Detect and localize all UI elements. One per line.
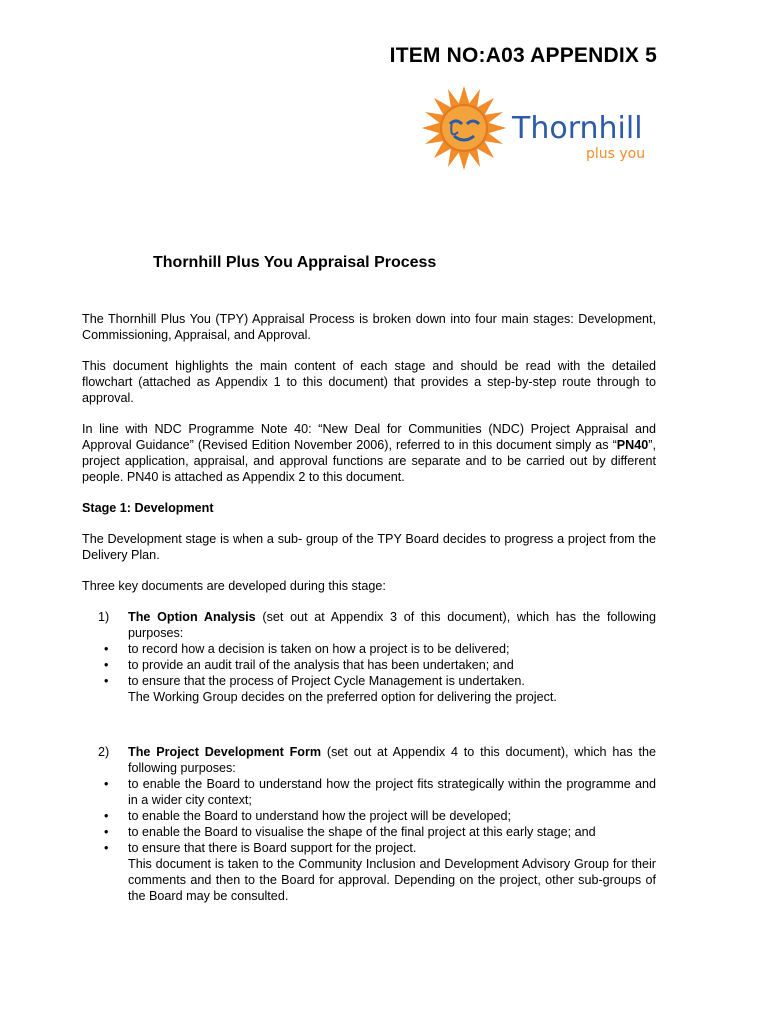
list-item [104,657,656,673]
bullet-text: to enable the Board to understand how the project will be developed; [128,809,511,823]
stage-1-heading: Stage 1: Development [82,501,214,515]
item-lead [128,744,656,776]
intro-paragraph-2: This document highlights the main content of each stage and should be read with the detailed flowchart (attached as Appendix 1 to this document) that provides a step-by-step route through to approval. [82,359,656,405]
list-item [104,641,656,657]
bullet-icon: • [104,809,109,823]
list-item [104,776,656,808]
stage-1-paragraph-2: Three key documents are developed during this stage: [82,579,386,593]
bullet-text: to enable the Board to visualise the shape of the final project at this early stage; and [128,825,596,839]
pn40-text-before: In line with NDC Programme Note 40: “New Deal for Communities (NDC) Project Appraisal and Approval Guidance” (Revised Edition November 2006), referred to in this document simply as “ [82,422,656,452]
document-title: Thornhill Plus You Appraisal Process [153,254,437,271]
numbered-item-2 [82,744,656,776]
bullet-icon: • [104,825,109,839]
item-title: The Project Development Form [128,745,322,759]
pn40-bold: PN40 [616,438,649,452]
item-number: 2) [98,745,110,759]
bullet-icon: • [104,658,109,672]
intro-paragraph-1: The Thornhill Plus You (TPY) Appraisal Process is broken down into four main stages: Development, Commissioning, Appraisal, and Approval. [82,312,656,342]
logo-tagline: plus you [586,146,646,162]
list-item [104,840,656,856]
item-1-note: The Working Group decides on the preferred option for delivering the project. [128,690,557,704]
list-item [104,808,656,824]
sun-icon [422,86,506,170]
bullet-text: to ensure that the process of Project Cycle Management is undertaken. [128,674,525,688]
bullet-icon: • [104,642,109,656]
item-rest: (set out at Appendix 3 of this document), which has the following purposes: [128,610,656,640]
logo-wordmark: Thornhill [512,111,643,146]
item-number: 1) [98,610,110,624]
bullet-icon: • [104,777,109,791]
bullet-icon: • [104,841,109,855]
list-item [104,824,656,840]
item-lead [128,609,656,641]
thornhill-logo [420,86,662,172]
bullet-text: to enable the Board to understand how the project fits strategically within the programme and in a wider city context; [128,777,656,807]
item-number-heading: ITEM NO:A03 APPENDIX 5 [389,44,657,67]
item-rest: (set out at Appendix 4 to this document), which has the following purposes: [128,745,656,775]
pn40-text-after: ”, project application, appraisal, and approval functions are separate and to be carried out by different people. PN40 is attached as Appendix 2 to this document. [82,438,656,484]
item-2-note: This document is taken to the Community Inclusion and Development Advisory Group for their comments and then to the Board for approval. Depending on the project, other sub-groups of the Board may be consulted. [128,857,656,903]
item-1-bullets [82,641,656,689]
pn40-paragraph [82,421,656,485]
bullet-icon: • [104,674,109,688]
item-2-bullets [82,776,656,856]
document-body [82,311,656,919]
bullet-text: to record how a decision is taken on how a project is to be delivered; [128,642,510,656]
bullet-text: to provide an audit trail of the analysis that has been undertaken; and [128,658,514,672]
list-item [104,673,656,689]
numbered-item-1 [82,609,656,641]
bullet-text: to ensure that there is Board support for the project. [128,841,417,855]
item-title: The Option Analysis [128,610,256,624]
stage-1-paragraph-1: The Development stage is when a sub- group of the TPY Board decides to progress a project from the Delivery Plan. [82,532,656,562]
